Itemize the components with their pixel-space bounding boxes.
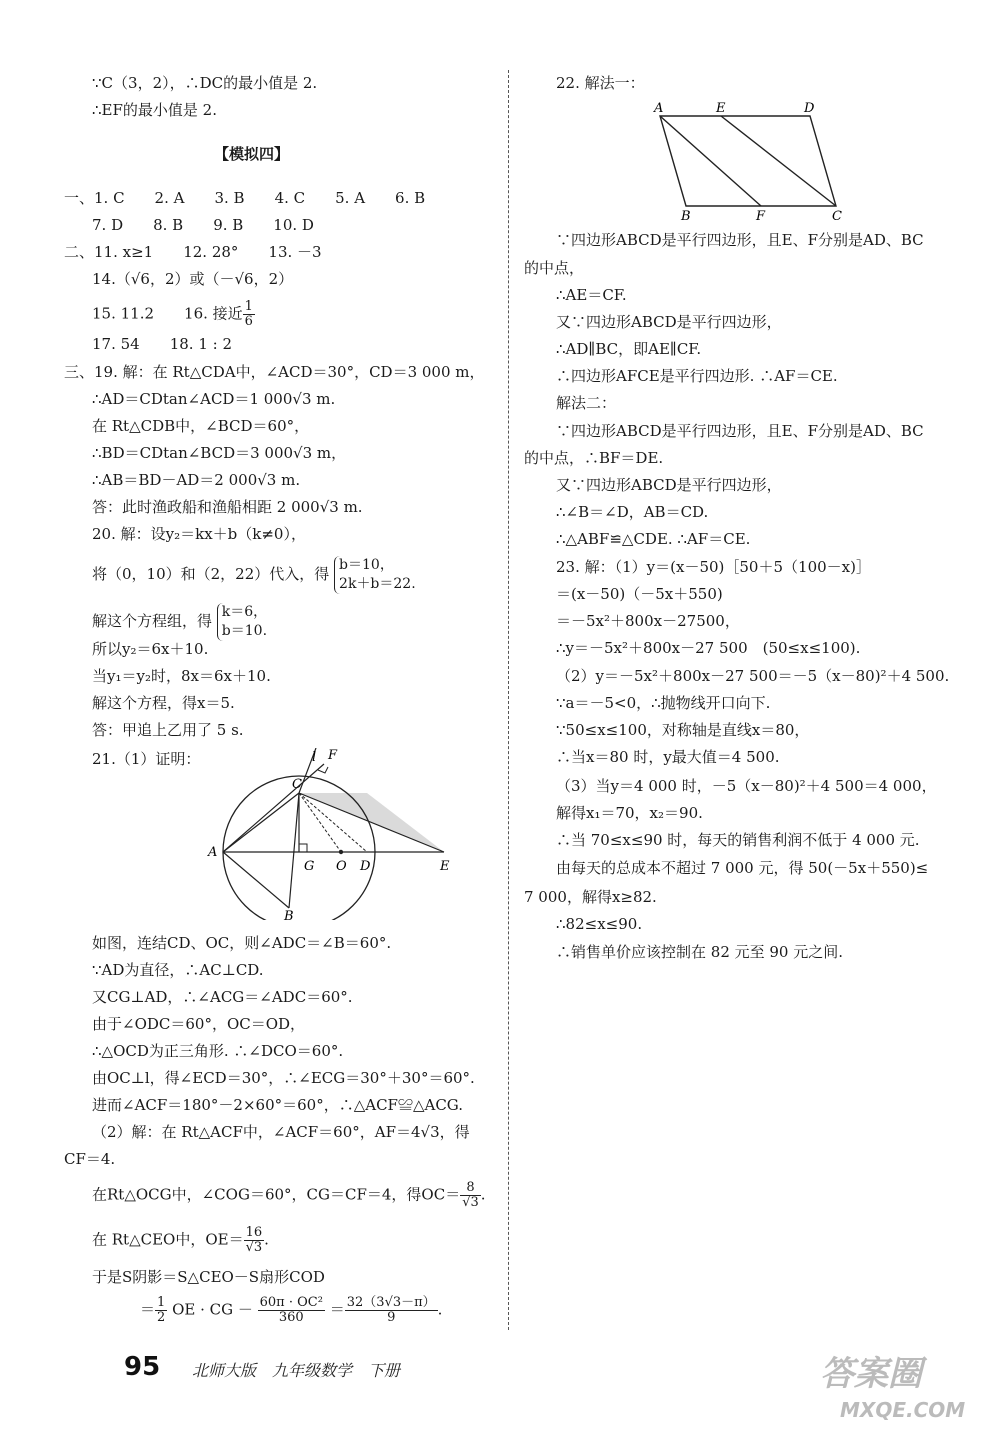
- text-line: ∴EF的最小值是 2.: [92, 101, 217, 119]
- text-line: 由OC⊥l，得∠ECD＝30°，∴∠ECG＝30°＋30°＝60°.: [92, 1069, 475, 1087]
- text-line: ∴y＝－5x²＋800x－27 500 (50≤x≤100).: [556, 639, 861, 657]
- text-line: ∴当x＝80 时，y最大值＝4 500.: [556, 748, 780, 766]
- right-angle-mark: [299, 844, 307, 852]
- text-line: 又∵四边形ABCD是平行四边形，: [556, 476, 782, 494]
- watermark-logo: 答案圈: [820, 1354, 922, 1394]
- text-line: 由于∠ODC＝60°，OC＝OD，: [92, 1015, 306, 1033]
- text-line: 答：甲追上乙用了 5 s.: [92, 721, 244, 739]
- text-line: ∴AD∥BC，即AE∥CF.: [556, 340, 702, 358]
- text-line: ∴BD＝CDtan∠BCD＝3 000√3 m，: [92, 444, 347, 462]
- segment-EC: [721, 116, 836, 206]
- answer-row: 7. D 8. B 9. B 10. D: [92, 216, 314, 234]
- text-line: ∴销售单价应该控制在 82 元至 90 元之间.: [556, 943, 844, 961]
- text-line: 7 000，解得x≥82.: [524, 888, 657, 906]
- text-line: 解法二：: [556, 394, 617, 412]
- section-title: 【模拟四】: [214, 145, 290, 163]
- text-line: 又CG⊥AD，∴∠ACG＝∠ADC＝60°.: [92, 988, 353, 1006]
- text-line: ∵四边形ABCD是平行四边形，且E、F分别是AD、BC: [556, 422, 924, 440]
- fraction: $\frac{16}{√3}$: [245, 1225, 263, 1255]
- svg-text:A: A: [208, 845, 218, 860]
- circle-diagram: [204, 748, 454, 920]
- segment-BC: [289, 793, 299, 908]
- answer-row: 14.（√6，2）或（－√6，2）: [92, 270, 294, 288]
- text-line: 的中点，∴BF＝DE.: [524, 449, 664, 467]
- svg-text:D: D: [360, 859, 371, 874]
- formula-line: ＝ $\frac{1}{2}$ OE · CG － $\frac{\text{60π · OC²}}{360}$ ＝ $\frac{32(3√3-\pi)}{9}$ .: [140, 1295, 443, 1325]
- svg-text:F: F: [756, 209, 766, 224]
- svg-text:l: l: [312, 750, 317, 765]
- text-line: CF＝4.: [64, 1150, 116, 1168]
- column-divider: [508, 70, 509, 1330]
- svg-text:G: G: [304, 859, 315, 874]
- text-line: 的中点，: [524, 259, 585, 277]
- text-line: 23. 解：（1）y＝(x－50)［50＋5（100－x)］: [556, 558, 871, 576]
- text-line: 在 Rt△CEO中，OE＝ $\frac{16}{√3}$ .: [92, 1225, 269, 1255]
- segment-AC: [223, 793, 299, 852]
- text-line: 在 Rt△CDB中，∠BCD＝60°，: [92, 417, 310, 435]
- svg-text:E: E: [716, 102, 726, 116]
- segment-AF: [223, 764, 324, 852]
- text-line: ∴82≤x≤90.: [556, 915, 643, 933]
- text-line: 解这个方程，得x＝5.: [92, 694, 235, 712]
- text-line: ∵50≤x≤100，对称轴是直线x＝80，: [556, 721, 810, 739]
- text-line: 22. 解法一：: [556, 74, 645, 92]
- equation-system: b＝10， 2k＋b＝22.: [334, 556, 416, 594]
- text-line: 三、19. 解：在 Rt△CDA中，∠ACD＝30°，CD＝3 000 m，: [64, 363, 485, 381]
- text-span: 将（0，10）和（2，22）代入，得: [92, 565, 330, 583]
- text-line: （3）当y＝4 000 时，－5（x－80)²＋4 500＝4 000，: [556, 777, 937, 795]
- equation-system: k＝6， b＝10.: [217, 603, 267, 641]
- text-line: 进而∠ACF＝180°－2×60°＝60°，∴△ACF≌△ACG.: [92, 1096, 464, 1114]
- text-line: （2）解：在 Rt△ACF中，∠ACF＝60°，AF＝4√3，得: [92, 1123, 470, 1141]
- page-number: 95: [124, 1352, 161, 1382]
- text-line: [92, 603, 267, 641]
- text-line: （2）y＝－5x²＋800x－27 500＝－5（x－80)²＋4 500.: [556, 667, 950, 685]
- text-line: 解得x₁＝70，x₂＝90.: [556, 804, 703, 822]
- parallelogram-ABCD: [660, 116, 836, 206]
- text-line: 20. 解：设y₂＝kx＋b（k≠0），: [92, 525, 306, 543]
- text-line: 由每天的总成本不超过 7 000 元，得 50(－5x＋550)≤: [556, 859, 929, 877]
- text-line: ∴四边形AFCE是平行四边形. ∴AF＝CE.: [556, 367, 838, 385]
- text-span: ＝: [329, 1300, 345, 1319]
- text-line: ＝(x－50)（－5x＋550): [556, 585, 723, 603]
- text-line: ∵C（3，2），∴DC的最小值是 2.: [92, 74, 318, 92]
- footer-text: 北师大版 九年级数学 下册: [192, 1361, 401, 1380]
- segment-AB: [223, 852, 289, 908]
- text-line: 在Rt△OCG中，∠COG＝60°，CG＝CF＝4，得OC＝ $\frac{8}{√3}$ .: [92, 1180, 486, 1210]
- text-line: ∴△ABF≌△CDE. ∴AF＝CE.: [556, 530, 751, 548]
- svg-text:A: A: [654, 102, 664, 116]
- text-line: ∴AD＝CDtan∠ACD＝1 000√3 m.: [92, 390, 336, 408]
- answer-row: 一、1. C 2. A 3. B 4. C 5. A 6. B: [64, 189, 426, 207]
- text-line: ∴△OCD为正三角形. ∴∠DCO＝60°.: [92, 1042, 344, 1060]
- svg-text:C: C: [832, 209, 842, 224]
- fraction: $\frac{\text{60π · OC²}}{360}$: [259, 1295, 323, 1325]
- svg-text:C: C: [292, 777, 302, 792]
- text-line: 答：此时渔政船和渔船相距 2 000√3 m.: [92, 498, 363, 516]
- fraction: $\frac{1}{2}$: [157, 1295, 166, 1325]
- text-line: 如图，连结CD、OC，则∠ADC＝∠B＝60°.: [92, 934, 392, 952]
- text-line: ∴∠B＝∠D，AB＝CD.: [556, 503, 709, 521]
- text-line: ∵AD为直径，∴AC⊥CD.: [92, 961, 264, 979]
- watermark-url: MXQE.COM: [840, 1398, 966, 1422]
- svg-text:B: B: [284, 909, 294, 920]
- svg-text:D: D: [804, 102, 815, 116]
- parallelogram-diagram: [646, 102, 846, 224]
- text-line: 又∵四边形ABCD是平行四边形，: [556, 313, 782, 331]
- segment-AF: [660, 116, 761, 206]
- answer-row: [92, 300, 255, 329]
- text-line: [92, 556, 416, 594]
- svg-text:E: E: [440, 859, 450, 874]
- answer-row: 17. 54 18. 1 : 2: [92, 335, 233, 353]
- text-span: 在Rt△OCG中，∠COG＝60°，CG＝CF＝4，得OC＝: [92, 1185, 461, 1204]
- answer-text: 15. 11.2 16. 接近: [92, 304, 243, 323]
- fraction: $\frac{1}{6}$: [244, 299, 253, 329]
- svg-text:B: B: [681, 209, 691, 224]
- text-line: ∴AB＝BD－AD＝2 000√3 m.: [92, 471, 301, 489]
- text-line: 21.（1）证明：: [92, 750, 201, 768]
- text-line: ＝－5x²＋800x－27500，: [556, 612, 740, 630]
- text-line: 当y₁＝y₂时，8x＝6x＋10.: [92, 667, 271, 685]
- text-span: OE · CG －: [172, 1300, 253, 1319]
- text-line: ∵四边形ABCD是平行四边形，且E、F分别是AD、BC: [556, 231, 924, 249]
- text-line: ∵a＝－5<0，∴抛物线开口向下.: [556, 694, 771, 712]
- svg-text:O: O: [336, 859, 347, 874]
- text-line: 所以y₂＝6x＋10.: [92, 640, 209, 658]
- answer-row: 二、11. x≥1 12. 28° 13. －3: [64, 243, 322, 261]
- text-span: 在 Rt△CEO中，OE＝: [92, 1230, 244, 1249]
- fraction: $\frac{8}{√3}$: [462, 1180, 479, 1210]
- svg-text:F: F: [328, 748, 338, 763]
- text-span: 解这个方程组，得: [92, 612, 213, 630]
- center-point: [339, 850, 343, 854]
- fraction: $\frac{32(3√3-\pi)}{9}$: [346, 1295, 436, 1325]
- text-line: 于是S阴影＝S△CEO－S扇形COD: [92, 1268, 325, 1286]
- text-line: ∴AE＝CF.: [556, 286, 627, 304]
- text-line: ∴当 70≤x≤90 时，每天的销售利润不低于 4 000 元.: [556, 831, 920, 849]
